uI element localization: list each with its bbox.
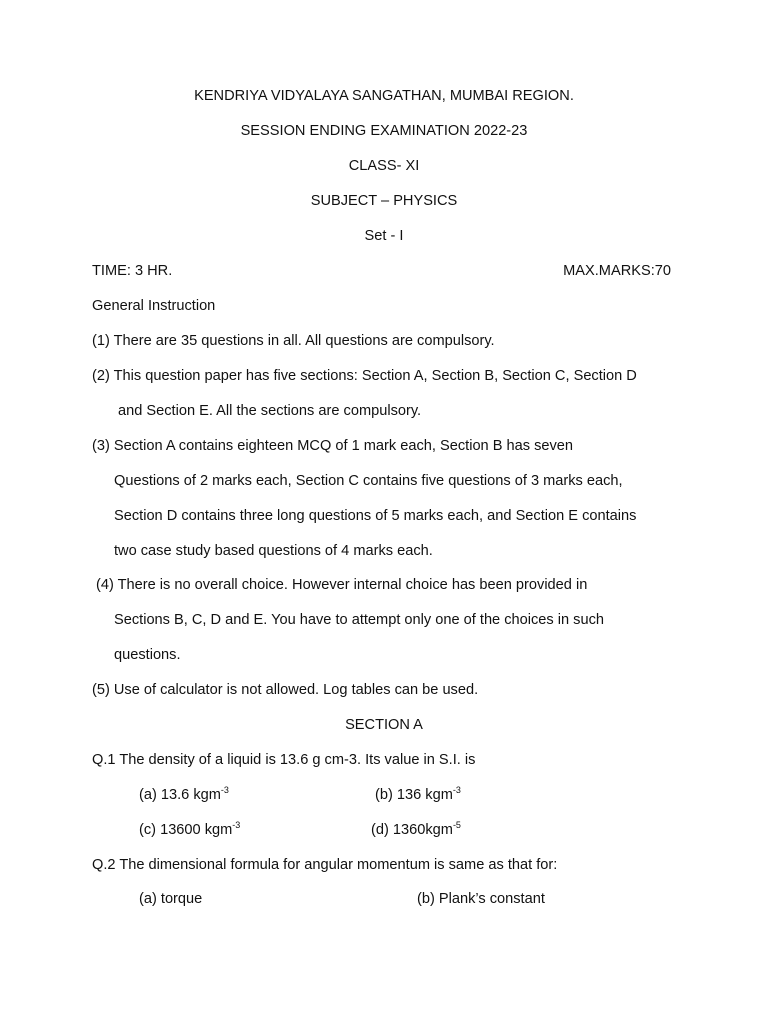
exam-title: SESSION ENDING EXAMINATION 2022-23	[240, 123, 528, 139]
instruction-line: (2) This question paper has five sections: Section A, Section B, Section C, Section D	[92, 368, 637, 384]
instruction-line: questions.	[114, 647, 181, 663]
q1-option-a-text: (a) 13.6 kgm	[139, 787, 221, 803]
q2-option-a: (a) torque	[139, 891, 203, 907]
q1-option-b-text: (b) 136 kgm	[375, 787, 453, 803]
q2-option-b: (b) Plank’s constant	[417, 891, 545, 907]
q1-option-d	[371, 821, 461, 839]
q1-option-c-text: (c) 13600 kgm	[139, 822, 233, 838]
instruction-line: Section D contains three long questions of 5 marks each, and Section E contains	[114, 508, 637, 524]
max-marks-label: MAX.MARKS:70	[563, 263, 671, 279]
instruction-line: and Section E. All the sections are compulsory.	[118, 403, 422, 419]
q1-option-a	[139, 786, 229, 804]
q1-option-d-text: (d) 1360kgm	[371, 822, 453, 838]
set-label: Set - I	[364, 228, 404, 244]
instruction-line: Sections B, C, D and E. You have to attempt only one of the choices in such	[114, 612, 605, 628]
question-1-text: Q.1 The density of a liquid is 13.6 g cm-3. Its value in S.I. is	[92, 752, 476, 768]
instructions-heading: General Instruction	[92, 298, 216, 314]
instruction-line: two case study based questions of 4 marks each.	[114, 543, 433, 559]
instruction-line: (1) There are 35 questions in all. All questions are compulsory.	[92, 333, 495, 349]
subject-label: SUBJECT – PHYSICS	[310, 193, 458, 209]
instruction-line: (3) Section A contains eighteen MCQ of 1 mark each, Section B has seven	[92, 438, 574, 454]
q1-option-a-exponent: -3	[220, 785, 229, 796]
organization-title: KENDRIYA VIDYALAYA SANGATHAN, MUMBAI REGION.	[194, 88, 574, 104]
q1-option-b-exponent: -3	[452, 785, 461, 796]
question-2-text: Q.2 The dimensional formula for angular momentum is same as that for:	[92, 857, 558, 873]
section-a-heading: SECTION A	[345, 717, 423, 733]
q1-option-c	[139, 821, 240, 839]
instruction-line: (4) There is no overall choice. However internal choice has been provided in	[96, 577, 588, 593]
q1-option-d-exponent: -5	[452, 820, 461, 831]
time-label: TIME: 3 HR.	[92, 263, 173, 279]
instruction-line: (5) Use of calculator is not allowed. Log tables can be used.	[92, 682, 479, 698]
q1-option-b	[375, 786, 461, 804]
instruction-line: Questions of 2 marks each, Section C contains five questions of 3 marks each,	[114, 473, 623, 489]
q1-option-c-exponent: -3	[232, 820, 241, 831]
class-label: CLASS- XI	[348, 158, 420, 174]
